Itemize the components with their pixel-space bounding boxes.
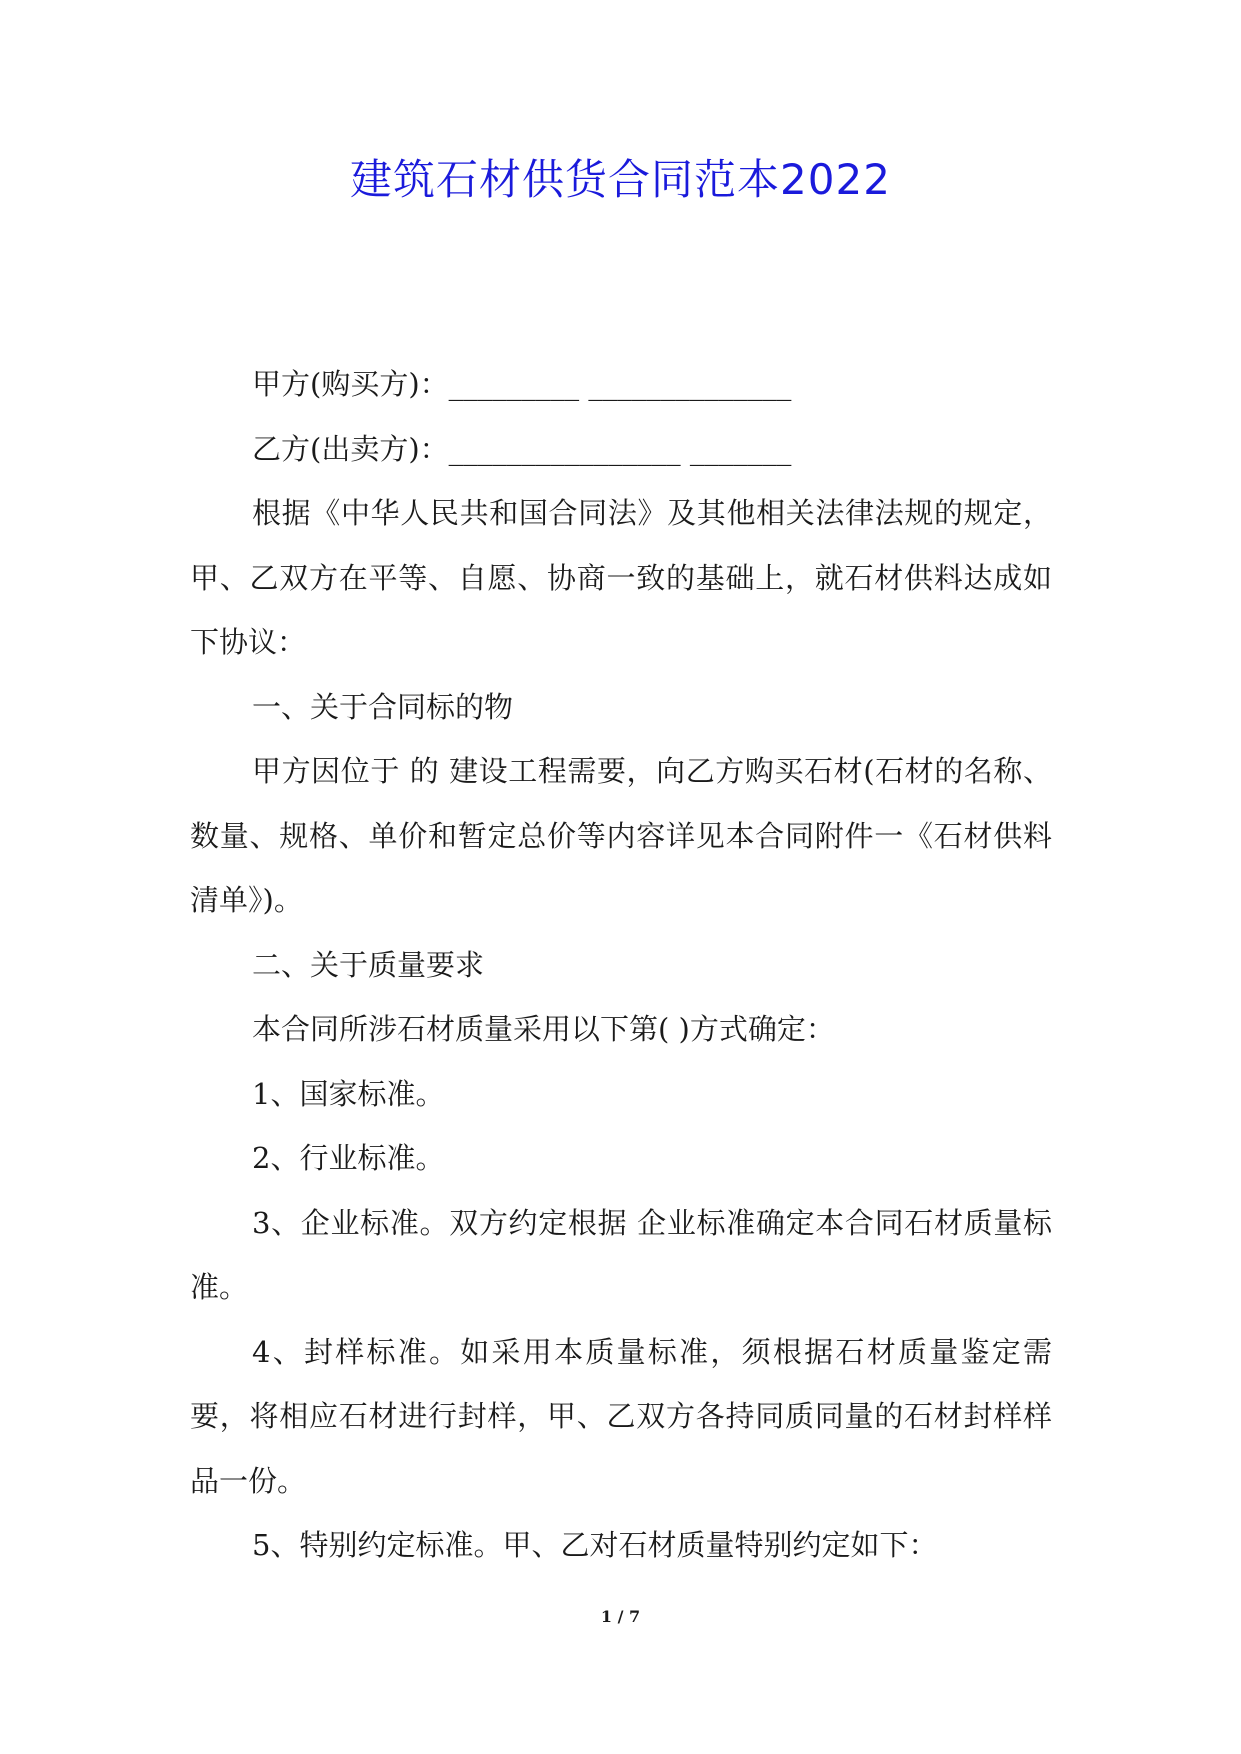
document-title: 建筑石材供货合同范本2022 (350, 155, 891, 204)
section-heading-2: 二、关于质量要求 (252, 947, 485, 982)
section-heading-1: 一、关于合同标的物 (252, 689, 514, 724)
quality-method-paragraph: 本合同所涉石材质量采用以下第( )方式确定： (252, 1012, 835, 1046)
quality-option-1: 1、国家标准。 (252, 1076, 445, 1111)
document-body (190, 352, 1052, 1578)
page-number: 1 / 7 (600, 1607, 641, 1626)
preamble-paragraph: 根据《中华人民共和国合同法》及其他相关法律法规的规定，甲、乙双方在平等、自愿、协商一致的基础上，就石材供料达成如下协议： (190, 496, 1052, 659)
section-1-paragraph: 甲方因位于 的 建设工程需要，向乙方购买石材(石材的名称、数量、规格、单价和暂定总价等内容详见本合同附件一《石材供料清单》)。 (190, 754, 1052, 917)
quality-option-2: 2、行业标准。 (252, 1141, 445, 1175)
party-b-line: 乙方(出卖方)：________________ _______ (252, 431, 792, 466)
party-a-line: 甲方(购买方)：_________ ______________ (252, 367, 792, 401)
quality-option-3: 3、企业标准。双方约定根据 企业标准确定本合同石材质量标准。 (190, 1205, 1052, 1304)
quality-option-5: 5、特别约定标准。甲、乙对石材质量特别约定如下： (252, 1528, 938, 1562)
quality-option-4: 4、封样标准。如采用本质量标准，须根据石材质量鉴定需要，将相应石材进行封样，甲、乙双方各持同质同量的石材封样样品一份。 (190, 1334, 1052, 1498)
